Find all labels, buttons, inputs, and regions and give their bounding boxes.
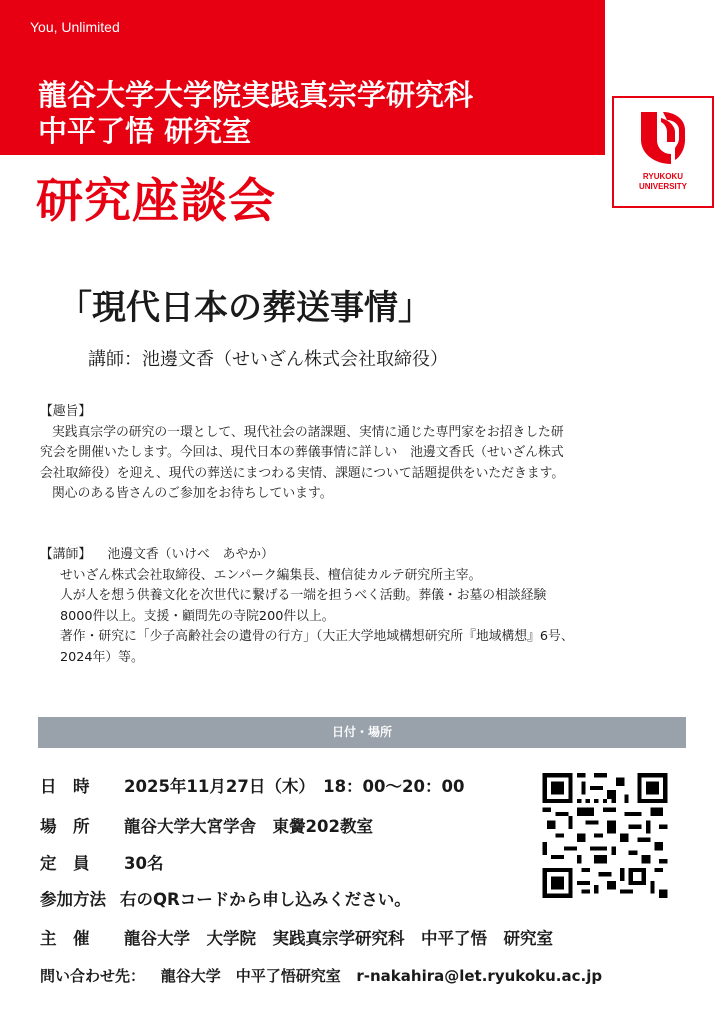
purpose-heading: 【趣旨】 xyxy=(40,404,92,419)
header-banner xyxy=(0,0,605,155)
talk-title: 「現代日本の葬送事情」 xyxy=(58,288,432,328)
lecturer-line: 2024年）等。 xyxy=(60,649,144,665)
purpose-line: 実践真宗学の研究の一環として、現代社会の諸課題、実情に通じた専門家をお招きした研 xyxy=(52,424,564,440)
host-value: 龍谷大学 大学院 実践真宗学研究科 中平了悟 研究室 xyxy=(124,929,553,948)
purpose-line: 究会を開催いたします。今回は、現代日本の葬儀事情に詳しい 池邊文香氏（せいざん株式 xyxy=(40,445,564,460)
contact-label: 問い合わせ先： xyxy=(40,967,146,985)
host-label: 主 催 xyxy=(40,929,90,948)
capacity-value: 30名 xyxy=(124,854,164,873)
date-label: 日 時 xyxy=(40,777,90,796)
contact-email[interactable]: r-nakahira@let.ryukoku.ac.jp xyxy=(356,967,603,985)
lecturer-line: せいざん株式会社取締役、エンパーク編集長、檀信徒カルテ研究所主宰。 xyxy=(60,567,482,583)
tagline: You, Unlimited xyxy=(30,19,120,35)
purpose-line: 関心のある皆さんのご参加をお待ちしています。 xyxy=(52,486,333,501)
purpose-section xyxy=(40,402,564,505)
section-bar-label: 日付・場所 xyxy=(331,725,392,739)
place-label: 場 所 xyxy=(40,817,90,836)
info-method xyxy=(40,886,411,910)
method-value: 右のQRコードから申し込みください。 xyxy=(120,890,411,909)
qr-code-icon[interactable] xyxy=(540,773,670,898)
event-title: 研究座談会 xyxy=(36,174,276,229)
lecturer-heading: 【講師】 xyxy=(40,547,92,562)
contact-value: 龍谷大学 中平了悟研究室 xyxy=(160,967,341,985)
ryukoku-logo-icon xyxy=(637,110,689,166)
info-host xyxy=(40,925,553,949)
method-label: 参加方法 xyxy=(40,890,106,909)
info-contact xyxy=(40,965,602,986)
place-value: 龍谷大学大宮学舎 東黌202教室 xyxy=(124,817,373,836)
header-title-line2: 中平了悟 研究室 xyxy=(38,114,252,148)
date-value: 2025年11月27日（木） 18：00〜20：00 xyxy=(124,777,465,796)
lecturer-name: 池邊文香（いけべ あやか） xyxy=(107,547,274,562)
section-bar xyxy=(38,717,686,748)
info-place xyxy=(40,813,373,837)
capacity-label: 定 員 xyxy=(40,854,90,873)
info-capacity xyxy=(40,850,163,874)
logo-text-university: UNIVERSITY xyxy=(638,182,687,191)
lecturer-line: 人が人を想う供養文化を次世代に繋げる一端を担うべく活動。葬儀・お墓の相談経験 xyxy=(60,588,547,603)
lecturer-section xyxy=(40,545,574,668)
info-date xyxy=(40,773,464,797)
lecturer-line: 8000件以上。支援・顧問先の寺院200件以上。 xyxy=(60,608,335,624)
purpose-line: 会社取締役）を迎え、現代の葬送にまつわる実情、課題について話題提供をいただきます。 xyxy=(40,465,565,481)
header-title-line1: 龍谷大学大学院実践真宗学研究科 xyxy=(38,78,474,112)
logo-text-ryukoku: RYUKOKU xyxy=(642,172,684,181)
lecturer-line: 著作・研究に「少子高齢社会の遺骨の行方」（大正大学地域構想研究所『地域構想』6号、 xyxy=(60,629,574,644)
university-logo xyxy=(612,96,714,208)
lecturer-line: 講師：池邊文香（せいざん株式会社取締役） xyxy=(88,349,448,370)
